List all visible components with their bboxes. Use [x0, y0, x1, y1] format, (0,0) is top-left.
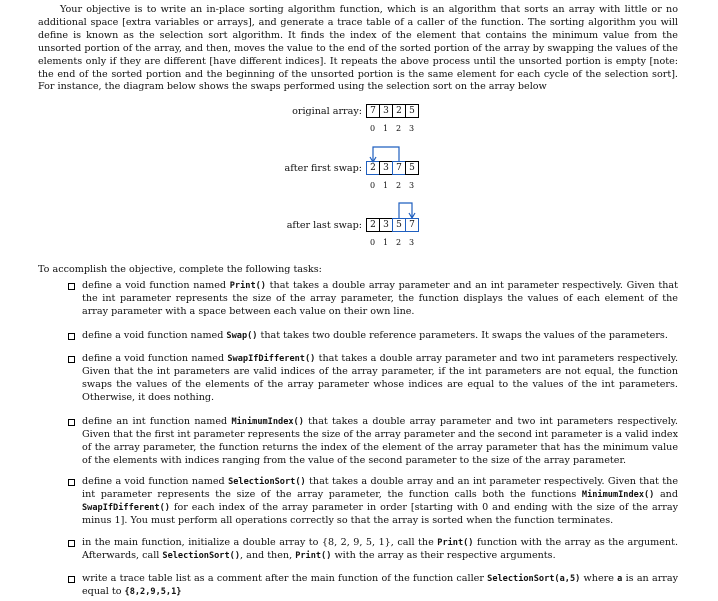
- code-snippet: Swap(): [226, 331, 258, 341]
- array-cell: 5: [405, 161, 419, 175]
- array-cell: 3: [379, 218, 393, 232]
- task-text: and: [654, 488, 678, 500]
- array-cell: 3: [379, 161, 393, 175]
- task-text: define an int function named: [82, 416, 232, 427]
- code-snippet: SelectionSort(): [162, 550, 240, 561]
- array-index: 3: [408, 238, 415, 247]
- checkbox-icon: [68, 419, 75, 426]
- array-indices-first-swap: [366, 181, 418, 190]
- array-index: 2: [395, 124, 402, 133]
- task-text: define a void function named: [82, 476, 229, 487]
- array-cell: 7: [405, 218, 419, 232]
- array-index: 0: [369, 181, 376, 190]
- code-snippet: SwapIfDifferent(): [82, 502, 170, 513]
- checkbox-icon: [68, 479, 75, 486]
- array-cell: 5: [392, 218, 406, 232]
- array-index: 0: [369, 238, 376, 247]
- task-text: define a void function named: [82, 353, 228, 364]
- array-index: 3: [408, 124, 415, 133]
- array-cell: 7: [366, 104, 380, 118]
- task-item: [66, 537, 678, 563]
- row-label-first-swap: after first swap:: [284, 163, 362, 174]
- array-indices-original: [366, 124, 418, 133]
- task-text: for each index of the array parameter in order [starting with 0 and ending with the size of the array minus 1]. You must perform all operations correctly so that the array is sorted when the function terminates.: [82, 501, 678, 526]
- array-index: 2: [395, 238, 402, 247]
- task-text: that takes a double array parameter and two int parameters respectively. Given that the int parameters are valid indices of the array parameter, if the int parameters are not equal, the function swaps the values of the elements of the array parameter whose indices are equal to the values of the int parameters. Otherwise, it does nothing.: [82, 353, 678, 403]
- task-item: [66, 280, 678, 319]
- array-index: 2: [395, 181, 402, 190]
- code-snippet: MinimumIndex(): [581, 489, 655, 500]
- array-cell: 2: [366, 218, 380, 232]
- array-first-swap: [366, 161, 418, 175]
- task-text: with the array as their respective arguments.: [331, 549, 556, 561]
- code-snippet: Print(): [437, 538, 474, 548]
- array-indices-last-swap: [366, 238, 418, 247]
- code-snippet: SelectionSort(): [228, 477, 306, 487]
- code-snippet: SelectionSort(a,5): [487, 574, 581, 584]
- array-index: 3: [408, 181, 415, 190]
- task-item: [66, 573, 678, 599]
- task-text: where: [580, 573, 618, 584]
- task-text: that takes two double reference parameters. It swaps the values of the parameters.: [257, 330, 668, 341]
- checkbox-icon: [68, 333, 75, 340]
- code-snippet: MinimumIndex(): [231, 417, 304, 427]
- array-index: 0: [369, 124, 376, 133]
- task-text: that takes a double array and an int parameter respectively. Given that the int parameter represents the size of the array parameter, the function calls both the functions: [82, 476, 678, 500]
- task-item: [66, 416, 678, 468]
- swap-arrow-last: [392, 200, 442, 220]
- task-text: in the main function, initialize a double array to {8, 2, 9, 5, 1}, call the: [82, 537, 438, 548]
- array-cell: 7: [392, 161, 406, 175]
- array-original: [366, 104, 418, 118]
- selection-sort-diagram: [0, 0, 718, 260]
- array-index: 1: [382, 181, 389, 190]
- task-text: write a trace table list as a comment after the main function of the function caller: [82, 573, 488, 584]
- array-index: 1: [382, 238, 389, 247]
- row-label-last-swap: after last swap:: [286, 220, 362, 231]
- task-text: that takes a double array parameter and an int parameter respectively. Given that the int parameter represents the size of the array parameter, the function displays the values of each element of the array parameter with a space between each value on their own line.: [82, 280, 679, 317]
- checkbox-icon: [68, 356, 75, 363]
- code-snippet: Print(): [295, 550, 332, 561]
- row-label-original: original array:: [292, 106, 362, 117]
- intro-paragraph: Your objective is to write an in-place sorting algorithm function, which is an algorithm that sorts an array with little or no additional space [extra variables or arrays], and generate a trace table of a caller of the function. The sorting algorithm you will define is known as the selection sort algorithm. It finds the index of the element that contains the minimum value from the unsorted portion of the array, and then, moves the value to the end of the sorted portion of the array by swapping the values of the elements only if they are different [have different indices]. It repeats the above process until the unsorted portion is empty [note: the end of the sorted portion and the beginning of the unsorted portion is the same element for each cycle of the selection sort]. For instance, the diagram below shows the swaps performed using the selection sort on the array below: [38, 4, 678, 93]
- checkbox-icon: [68, 283, 75, 290]
- task-item: [66, 353, 678, 405]
- task-text: define a void function named: [82, 330, 227, 341]
- array-last-swap: [366, 218, 418, 232]
- checkbox-icon: [68, 576, 75, 583]
- code-snippet: a: [617, 574, 623, 584]
- array-cell: 2: [392, 104, 406, 118]
- array-cell: 5: [405, 104, 419, 118]
- task-text: is an array equal to: [82, 573, 679, 597]
- code-snippet: SwapIfDifferent(): [227, 354, 316, 364]
- checkbox-icon: [68, 540, 75, 547]
- code-snippet: Print(): [229, 281, 266, 291]
- array-cell: 3: [379, 104, 393, 118]
- task-item: [66, 476, 678, 528]
- array-index: 1: [382, 124, 389, 133]
- task-text: , and then,: [240, 549, 296, 561]
- task-text: function with the array as the argument. Afterwards, call: [82, 537, 679, 561]
- tasks-heading: To accomplish the objective, complete the following tasks:: [38, 264, 322, 275]
- code-snippet: {8,2,9,5,1}: [124, 586, 182, 597]
- task-item: [66, 330, 678, 343]
- task-text: define a void function named: [82, 280, 230, 291]
- array-cell: 2: [366, 161, 380, 175]
- task-text: that takes a double array parameter and two int parameters respectively. Given that the first int parameter represents the size of the array parameter and the second int parameter is a valid index of the array parameter, the function returns the index of the element of the array parameter that has the minimum value of the elements with indices ranging from the value of the second parameter to the size of the array parameter.: [82, 416, 678, 466]
